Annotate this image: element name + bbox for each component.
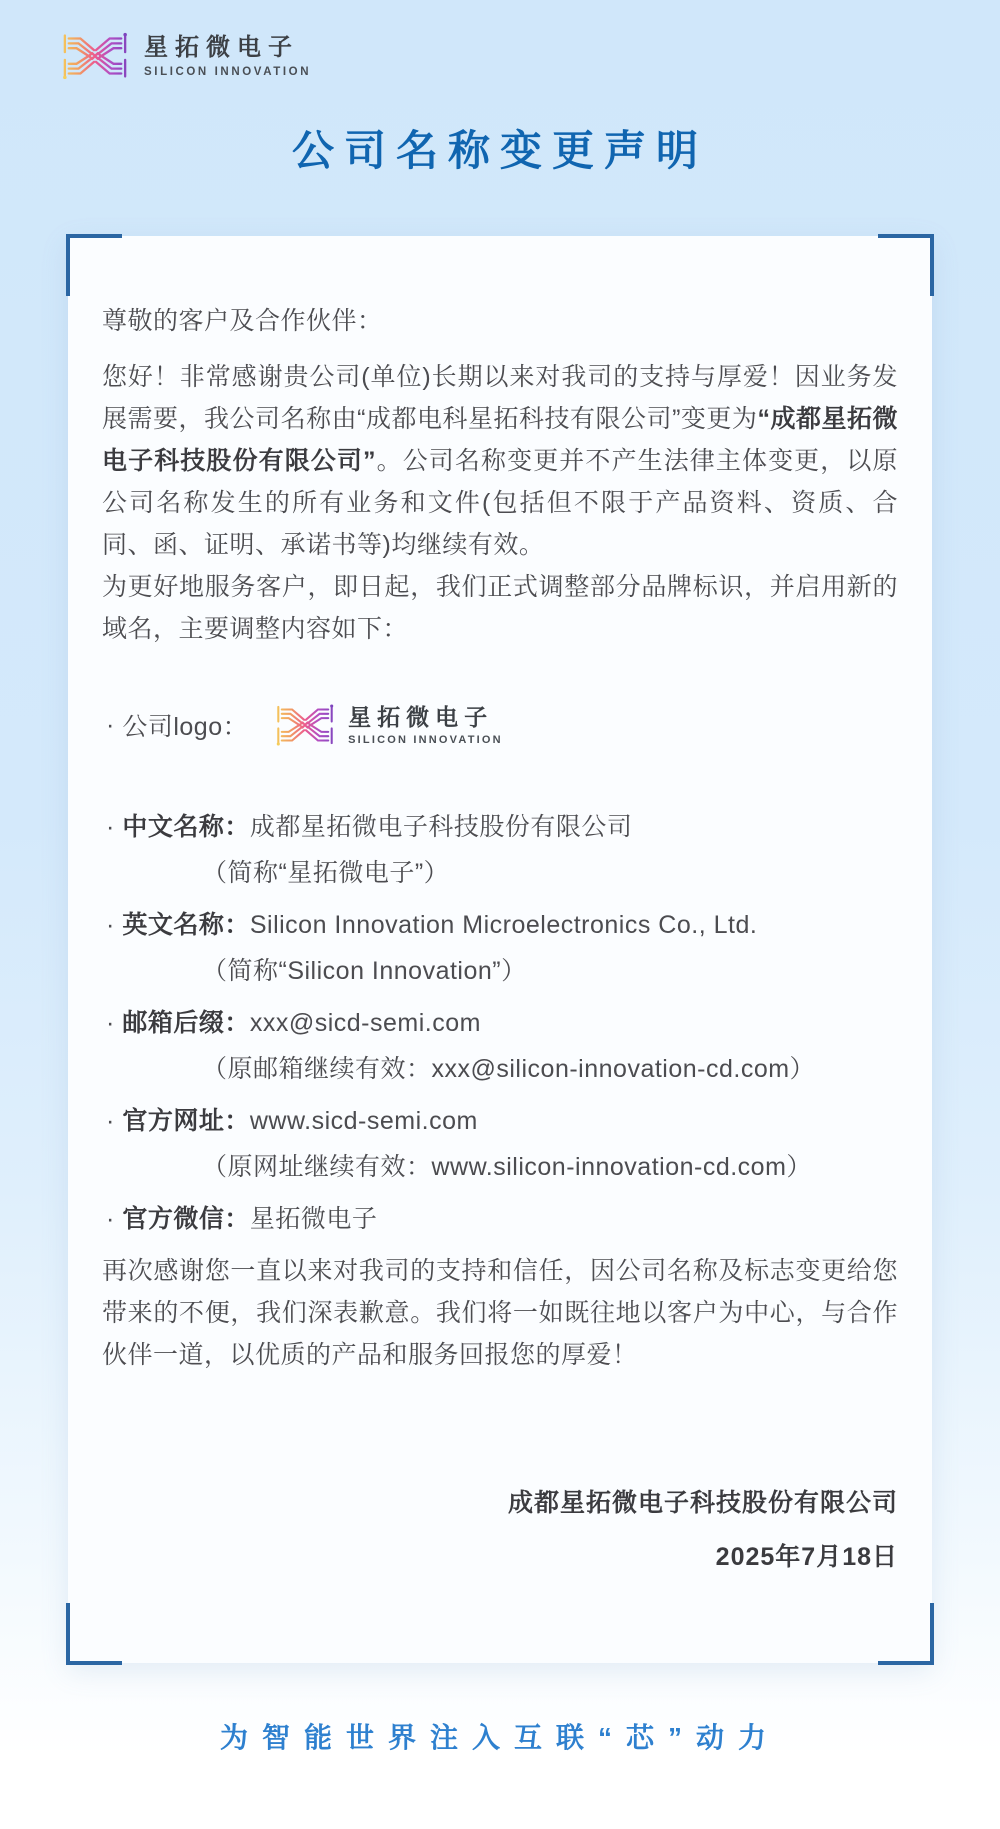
brand-header [60, 28, 311, 84]
bullet-line [106, 1100, 898, 1142]
bullet-item-website [106, 1100, 898, 1188]
company-logo-text [348, 704, 503, 745]
bullet-item-logo [106, 700, 898, 750]
bullet-label-logo: 公司logo： [122, 713, 249, 741]
company-logo-name-en: SILICON INNOVATION [348, 733, 503, 746]
bullet-item-chinese-name [106, 806, 898, 894]
bullet-item-wechat [106, 1198, 898, 1240]
intro-text-before: 您好！非常感谢贵公司(单位)长期以来对我司的支持与厚爱！因业务发展需要，我公司名称由“成都电科星拓科技有限公司”变更为 [102, 363, 898, 433]
brand-name-en: SILICON INNOVATION [144, 66, 312, 79]
bullet-subnote: （简称“星拓微电子”） [202, 859, 450, 887]
bullet-value: www.sicd-semi.com [249, 1107, 478, 1135]
page-footer [0, 1716, 1000, 1756]
bullet-label: 官方微信： [122, 1205, 250, 1233]
bullet-subnote: （原网址继续有效：www.silicon-innovation-cd.com） [202, 1153, 812, 1181]
signature-date: 2025年7月18日 [715, 1543, 898, 1571]
bullet-line [106, 1002, 898, 1044]
bullet-value: Silicon Innovation Microelectronics Co., Ltd. [249, 911, 758, 939]
new-company-name-emphasis: “成都星拓微电子科技股份有限公司” [102, 405, 898, 475]
brand-logo-icon [60, 28, 130, 84]
closing-paragraph: 再次感谢您一直以来对我司的支持和信任，因公司名称及标志变更给您带来的不便，我们深表歉意。我们将一如既往地以客户为中心，与合作伙伴一道，以优质的产品和服务回报您的厚爱！ [102, 1257, 898, 1369]
intro-text-after: 。公司名称变更并不产生法律主体变更，以原公司名称发生的所有业务和文件(包括但不限于产品资料、资质、合同、函、证明、承诺书等)均继续有效。 [102, 447, 898, 559]
bullet-marker: · [106, 1107, 115, 1135]
bullet-value: 星拓微电子 [249, 1205, 378, 1233]
corner-bracket-bottom-left [66, 1603, 122, 1665]
bullet-label: 邮箱后缀： [122, 1009, 250, 1037]
company-logo-icon [274, 700, 336, 750]
bullet-marker: · [106, 813, 115, 841]
bullet-value: xxx@sicd-semi.com [249, 1009, 481, 1037]
corner-bracket-top-left [66, 234, 122, 296]
bullet-label: 中文名称： [122, 813, 250, 841]
bullet-line [106, 904, 898, 946]
corner-bracket-top-right [878, 234, 934, 296]
bullet-marker: · [106, 710, 115, 739]
signature-block [102, 1482, 898, 1578]
new-company-logo [274, 700, 503, 750]
bullet-label: 官方网址： [122, 1107, 250, 1135]
bullet-item-email-suffix [106, 1002, 898, 1090]
signature-company: 成都星拓微电子科技股份有限公司 [507, 1489, 898, 1517]
bullet-value: 成都星拓微电子科技股份有限公司 [249, 813, 633, 841]
bullet-subnote: （简称“Silicon Innovation”） [202, 957, 527, 985]
salutation: 尊敬的客户及合作伙伴： [102, 307, 383, 335]
announcement-card [68, 236, 932, 1663]
corner-bracket-bottom-right [878, 1603, 934, 1665]
brand-text [144, 34, 311, 79]
bullet-line [106, 1198, 898, 1240]
footer-slogan: 为智能世界注入互联“芯”动力 [219, 1722, 780, 1753]
bullet-marker: · [106, 1205, 115, 1233]
page-title: 公司名称变更声明 [291, 127, 708, 174]
bullet-label: 英文名称： [122, 911, 250, 939]
brand-name-cn: 星拓微电子 [144, 33, 299, 61]
company-logo-name-cn: 星拓微电子 [348, 704, 494, 731]
adjustment-paragraph: 为更好地服务客户，即日起，我们正式调整部分品牌标识，并启用新的域名，主要调整内容如下： [102, 573, 898, 643]
bullet-marker: · [106, 1009, 115, 1037]
bullet-item-english-name [106, 904, 898, 992]
bullet-marker: · [106, 911, 115, 939]
bullet-subnote: （原邮箱继续有效：xxx@silicon-innovation-cd.com） [202, 1055, 816, 1083]
bullet-line [106, 806, 898, 848]
intro-paragraph [102, 356, 898, 566]
